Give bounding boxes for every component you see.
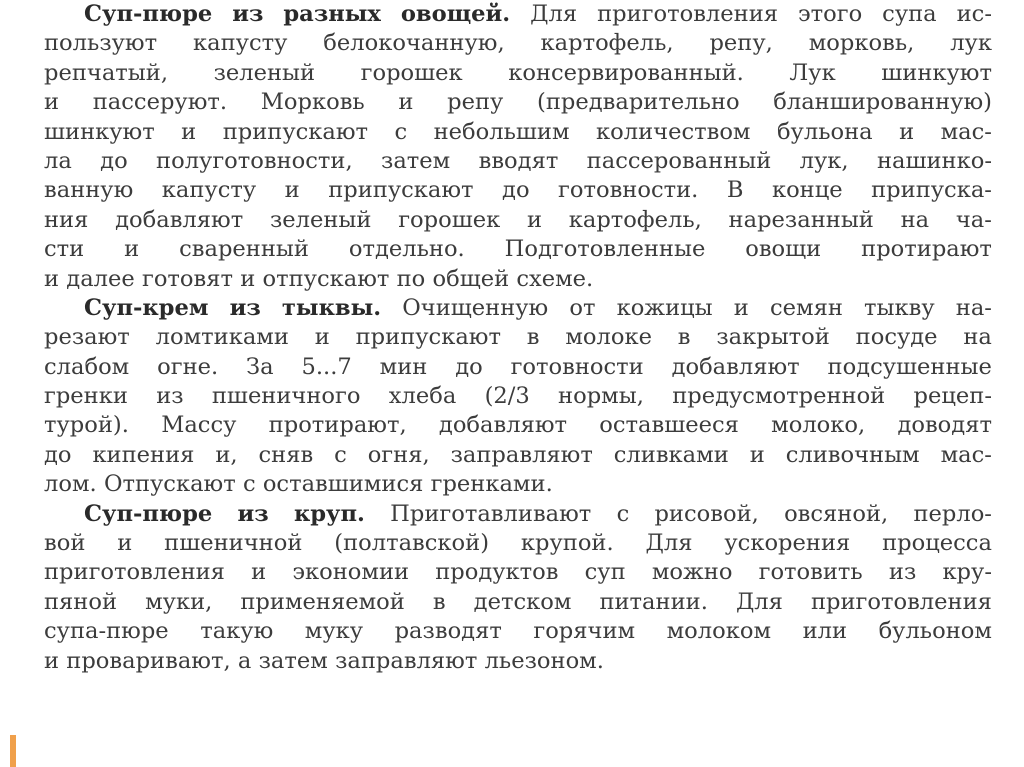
text-line: сти и сваренный отдельно. Подготовленные овощи протирают	[44, 236, 992, 263]
text-line: Суп-пюре из разных овощей. Для приготовления этого супа ис-	[84, 1, 992, 27]
text-line: супа-пюре такую муку разводят горячим молоком или бульоном	[44, 618, 992, 645]
text-line: турой). Массу протирают, добавляют оставшееся молоко, доводят	[44, 412, 992, 439]
text-line: лом. Отпускают с оставшимися гренками.	[44, 471, 553, 498]
text-line: до кипения и, сняв с огня, заправляют сливками и сливочным мас-	[44, 441, 992, 468]
paragraph-vegetable-puree-soup	[44, 0, 992, 294]
text-line: шинкуют и припускают с небольшим количеством бульона и мас-	[44, 118, 992, 145]
text-line: Суп-пюре из круп. Приготавливают с рисовой, овсяной, перло-	[84, 500, 992, 527]
text-line: ния добавляют зеленый горошек и картофель, нарезанный на ча-	[44, 206, 992, 233]
text-line: пользуют капусту белокочанную, картофель, репу, морковь, лук	[44, 30, 992, 57]
paragraph-pumpkin-cream-soup	[44, 294, 992, 500]
text-line: Суп-крем из тыквы. Очищенную от кожицы и семян тыкву на-	[84, 294, 992, 321]
text-line: слабом огне. За 5...7 мин до готовности добавляют подсушенные	[44, 353, 992, 380]
text-line: пяной муки, применяемой в детском питании. Для приготовления	[44, 588, 992, 615]
text-line: гренки из пшеничного хлеба (2/3 нормы, предусмотренной рецеп-	[44, 383, 992, 410]
text-line: приготовления и экономии продуктов суп можно готовить из кру-	[44, 559, 992, 586]
text-line: и пассеруют. Морковь и репу (предварительно бланшированную)	[44, 89, 992, 116]
text-line: ла до полуготовности, затем вводят пассерованный лук, нашинко-	[44, 147, 992, 174]
accent-bar	[10, 735, 16, 767]
text-line: ванную капусту и припускают до готовности. В конце припуска-	[44, 177, 992, 204]
text-line: репчатый, зеленый горошек консервированный. Лук шинкуют	[44, 59, 992, 86]
text-line: резают ломтиками и припускают в молоке в закрытой посуде на	[44, 324, 992, 351]
paragraph-cereal-puree-soup	[44, 500, 992, 676]
text-line: и проваривают, а затем заправляют льезоном.	[44, 647, 604, 674]
text-block	[44, 0, 992, 676]
text-line: и далее готовят и отпускают по общей схеме.	[44, 265, 594, 292]
text-line: вой и пшеничной (полтавской) крупой. Для ускорения процесса	[44, 530, 992, 557]
